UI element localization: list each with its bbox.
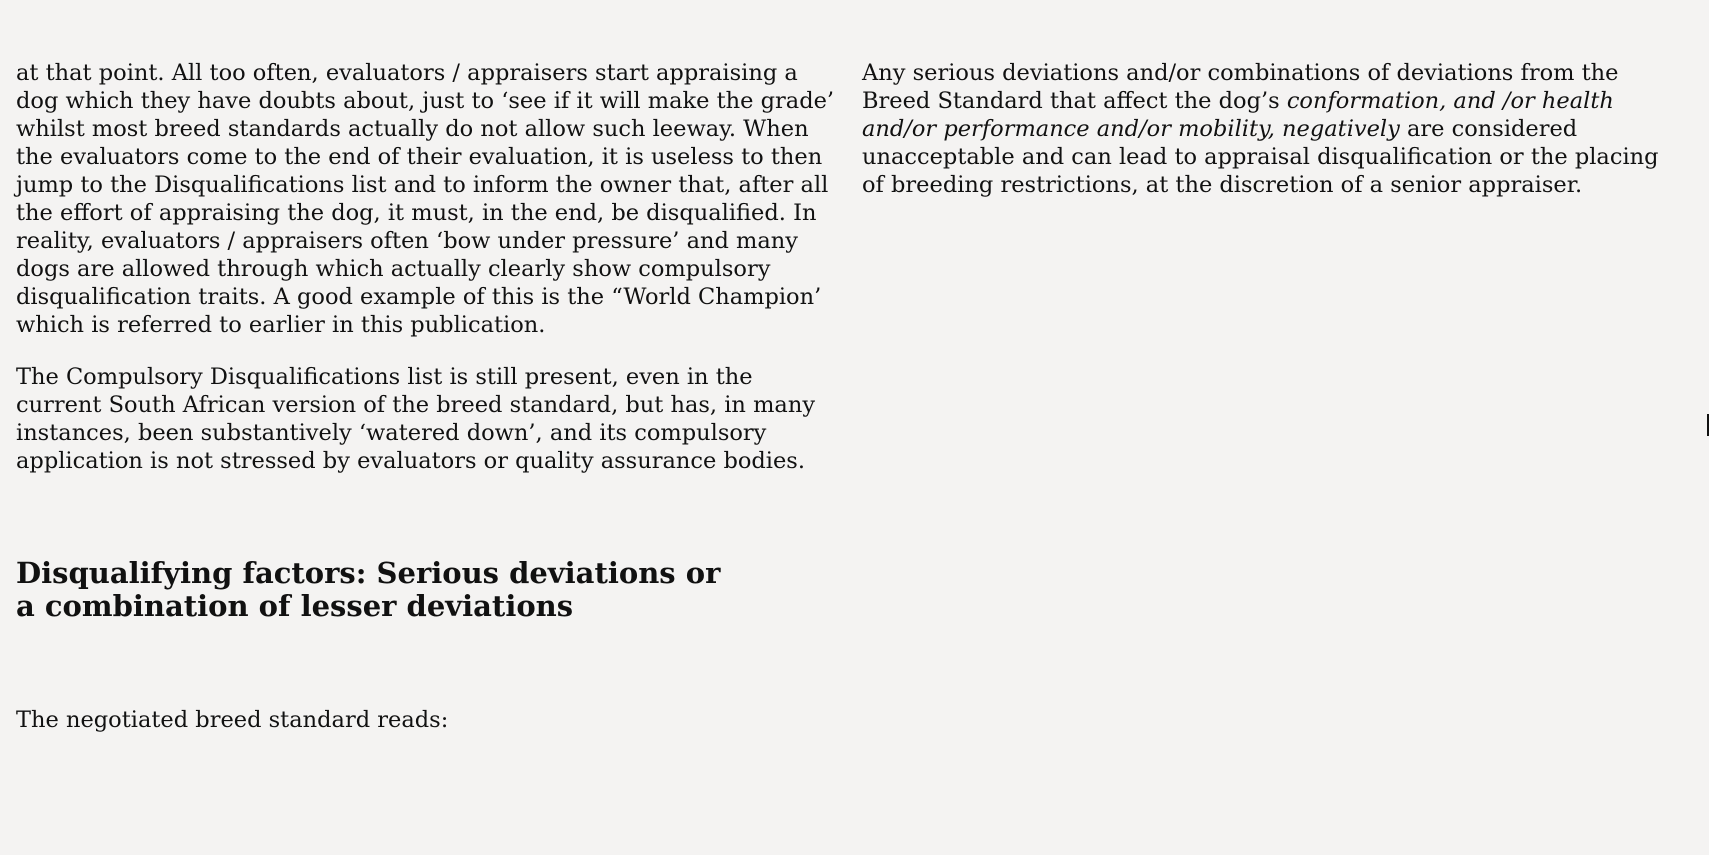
section-heading: Disqualifying factors: Serious deviations or a combination of lesser deviations <box>16 556 721 623</box>
emphasized-text: conformation, and /or health and/or performance and/or mobility, negatively <box>862 88 1614 142</box>
body-paragraph: The Compulsory Disqualifications list is still present, even in the current South African version of the breed standard, but has, in many instances, been substantively ‘watered down’, and its compulsory application is not stressed by evaluators or quality assurance bodies. <box>16 364 816 474</box>
left-column <box>16 59 836 475</box>
right-column <box>862 59 1682 199</box>
body-text: Any serious deviations and/or combinations of deviations from the Breed Standard that affect the dog’s <box>862 60 1619 114</box>
body-paragraph <box>862 59 1682 199</box>
body-text: are considered unacceptable and can lead to appraisal disqualification or the placing of breeding restrictions, at the discretion of a senior appraiser. <box>862 116 1659 198</box>
body-paragraph: The negotiated breed standard reads: <box>16 707 449 733</box>
body-paragraph: at that point. All too often, evaluators / appraisers start appraising a dog which they have doubts about, just to ‘see if it will make the grade’ whilst most breed standards actually do not allow such leeway. When the evaluators come to the end of their evaluation, it is useless to then jump to the Disqualifications list and to inform the owner that, after all the effort of appraising the dog, it must, in the end, be disqualified. In reality, evaluators / appraisers often ‘bow under pressure’ and many dogs are allowed through which actually clearly show compulsory disqualification traits. A good example of this is the “World Champion’ which is referred to earlier in this publication. <box>16 60 835 338</box>
